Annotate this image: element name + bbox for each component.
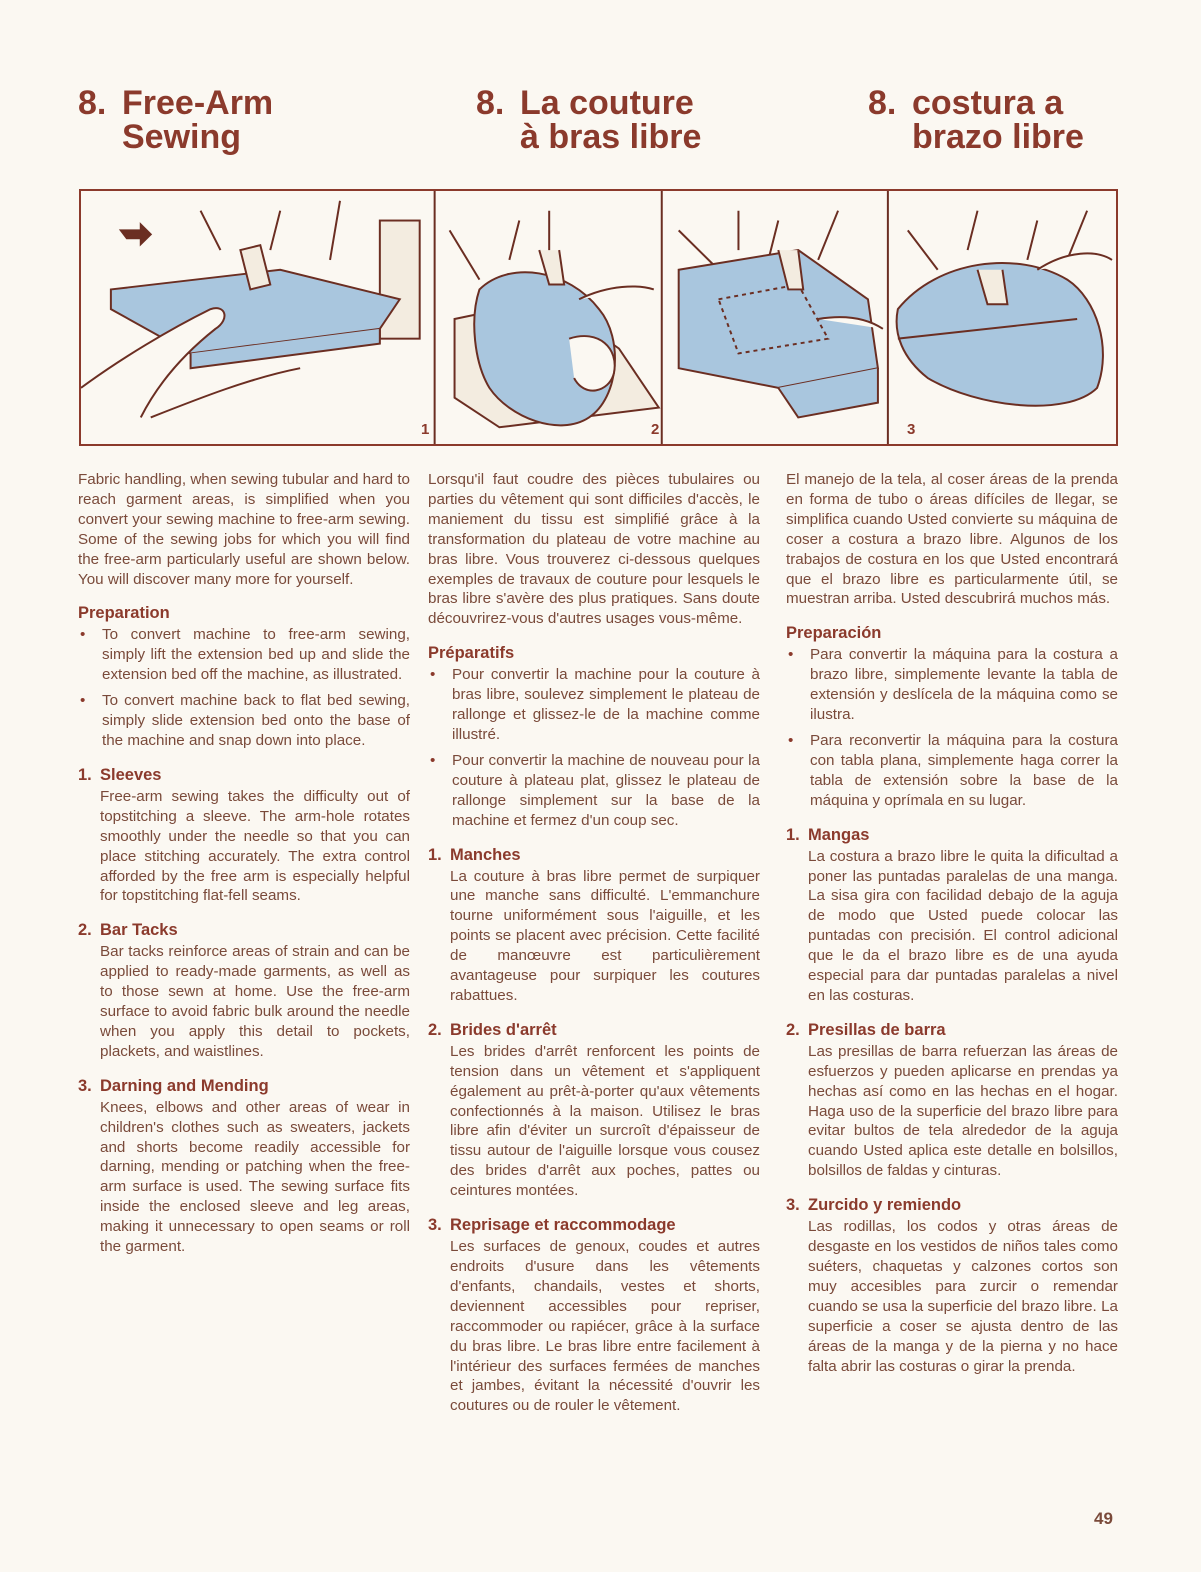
section-body: La couture à bras libre permet de surpiquer une manche sans difficulté. L'emmanchure tourne uniformément sous l'aiguille, et les points se placent avec précision. Cette facilité de manœuvre est particulièrement avantageuse pour surpiquer les coutures rabattues. — [450, 867, 760, 1004]
spanish-column — [786, 470, 1118, 1376]
page-title-spanish: 8. costura a brazo libre — [868, 84, 1084, 156]
section-heading: 3. Reprisage et raccommodage — [428, 1216, 676, 1235]
section-heading: 3. Darning and Mending — [78, 1076, 269, 1095]
section-heading: 1. Sleeves — [78, 765, 162, 784]
panel-number-2: 2 — [651, 421, 660, 438]
page-number: 49 — [1094, 1509, 1113, 1528]
list-item: • Para convertir la máquina para la costura a brazo libre, simplemente levante la tabla de extensión y deslícela de la máquina como se ilustra. — [786, 645, 1118, 725]
list-item: • To convert machine to free-arm sewing, simply lift the extension bed up and slide the extension bed off the machine, as illustrated. — [78, 625, 410, 685]
extension-bed-illustration — [81, 201, 420, 418]
section-heading: 2. Brides d'arrêt — [428, 1020, 557, 1039]
section-heading: 1. Manches — [428, 845, 521, 864]
bar-tack-illustration — [679, 211, 883, 418]
darning-illustration — [897, 211, 1112, 406]
section-body: Knees, elbows and other areas of wear in children's clothes such as sweaters, jackets and shorts become readily accessible for darning, mending or patching when the free-arm surface is used. The sewing surface fits inside the enclosed sleeve and leg areas, making it unnecessary to open seams or roll the garment. — [100, 1098, 410, 1256]
intro-paragraph: Fabric handling, when sewing tubular and hard to reach garment areas, is simplified when you convert your sewing machine to free-arm sewing. Some of the sewing jobs for which you will find the free-arm particularly useful are shown below. You will discover many more for yourself. — [78, 471, 410, 588]
illustration-strip — [79, 189, 1118, 446]
section-heading: 2. Presillas de barra — [786, 1020, 946, 1039]
preparation-heading: Préparatifs — [428, 644, 515, 663]
preparation-heading: Preparación — [786, 624, 882, 643]
section-heading: 2. Bar Tacks — [78, 921, 178, 940]
section-body: Les surfaces de genoux, coudes et autres endroits d'usure dans les vêtements d'enfants, chandails, vestes et shorts, deviennent accessibles pour repriser, raccommoder ou rapiécer, grâce à la surface du bras libre. Le bras libre entre facilement à l'intérieur des surfaces fermées de manches et jambes, évitant la nécessité d'ouvrir les coutures ou de rouler le vêtement. — [450, 1238, 760, 1415]
section-body: Free-arm sewing takes the difficulty out of topstitching a sleeve. The arm-hole rotates smoothly under the needle so that you can place stitching accurately. The extra control afforded by the free arm is especially helpful for topstitching flat-fell seams. — [100, 787, 410, 905]
french-column — [428, 470, 760, 1416]
english-column — [78, 470, 410, 1257]
preparation-list — [78, 625, 410, 750]
preparation-list — [786, 645, 1118, 810]
section-body: La costura a brazo libre le quita la dificultad a poner las puntadas paralelas de una manga. La sisa gira con facilidad debajo de la aguja de modo que Usted puede colocar las puntadas con precisión. El control adicional que le da el brazo libre es de una ayuda especial para dar puntadas paralelas a nivel en las costuras. — [808, 847, 1118, 1004]
section-body: Les brides d'arrêt renforcent les points de tension dans un vêtement et s'appliquent également au prêt-à-porter qu'aux vêtements confectionnés à la maison. Utilisez le bras libre afin d'éviter un surcroît d'épaisseur de tissu autour de l'aiguille lorsque vous cousez des brides d'arrêt aux poches, pattes ou ceintures montées. — [450, 1042, 760, 1200]
section-heading: 1. Mangas — [786, 825, 870, 844]
free-arm-illustrations — [81, 191, 1116, 444]
preparation-list — [428, 665, 760, 830]
hand — [1037, 253, 1112, 269]
section-body: Las presillas de barra refuerzan las áreas de esfuerzos y pueden aplicarse en prendas ya hechas así como en las hechas en el hogar. Haga uso de la superficie del brazo libre para evitar bultos de tela alrededor de la aguja cuando Usted aplica este detalle en bolsillos, bolsillos de faldas y cinturas. — [808, 1042, 1118, 1180]
section-heading: 3. Zurcido y remiendo — [786, 1196, 962, 1215]
sleeve-illustration — [450, 211, 659, 428]
intro-paragraph: Lorsqu'il faut coudre des pièces tubulaires ou parties du vêtement qui sont difficiles d'accès, le maniement du tissu est simplifié grâce à la transformation du plateau de votre machine au bras libre. Vous trouverez ci-dessous quelques exemples de travaux de couture pour lesquels le bras libre s'avère des plus pratiques. Sans doute découvrirez-vous d'autres usages vous-même. — [428, 471, 760, 628]
list-item: • To convert machine back to flat bed sewing, simply slide extension bed onto the base of the machine and snap down into place. — [78, 691, 410, 751]
panel-number-1: 1 — [421, 421, 430, 438]
list-item: • Para reconvertir la máquina para la costura con tabla plana, simplemente haga correr la tabla de extensión sobre la base de la máquina y oprímala en su lugar. — [786, 731, 1118, 811]
page-title-english: 8. Free-Arm Sewing — [78, 84, 274, 156]
section-body: Bar tacks reinforce areas of strain and can be applied to ready-made garments, as well as to those sewn at home. Use the free-arm surface to avoid fabric bulk around the needle when you apply this detail to pockets, plackets, and waistlines. — [100, 943, 410, 1060]
panel-number-3: 3 — [907, 421, 916, 438]
list-item: • Pour convertir la machine de nouveau pour la couture à plateau plat, glissez le plateau de rallonge simplement sur la base de la machine et fermez d'un coup sec. — [428, 751, 760, 831]
preparation-heading: Preparation — [78, 604, 170, 623]
list-item: • Pour convertir la machine pour la couture à bras libre, soulevez simplement le plateau de rallonge et glissez-le de la machine comme illustré. — [428, 665, 760, 745]
arrow-icon — [121, 224, 151, 244]
intro-paragraph: El manejo de la tela, al coser áreas de la prenda en forma de tubo o áreas difíciles de llegar, se simplifica cuando Usted convierte su máquina de coser a costura a brazo libre. Algunos de los trabajos de costura en los que Usted encontrará que el brazo libre es particularmente útil, se muestran arriba. Usted descubrirá muchos más. — [786, 471, 1118, 608]
page-title-french: 8. La couture à bras libre — [476, 84, 702, 156]
section-body: Las rodillas, los codos y otras áreas de desgaste en los vestidos de niños tales como suéters, chaquetas y calzones cortos son muy accesibles para zurcir o remendar cuando se usa la superficie del brazo libre. La superficie a coser se ajusta dentro de las áreas de la manga y de la pierna y no hace falta abrir las costuras o girar la prenda. — [808, 1218, 1118, 1375]
